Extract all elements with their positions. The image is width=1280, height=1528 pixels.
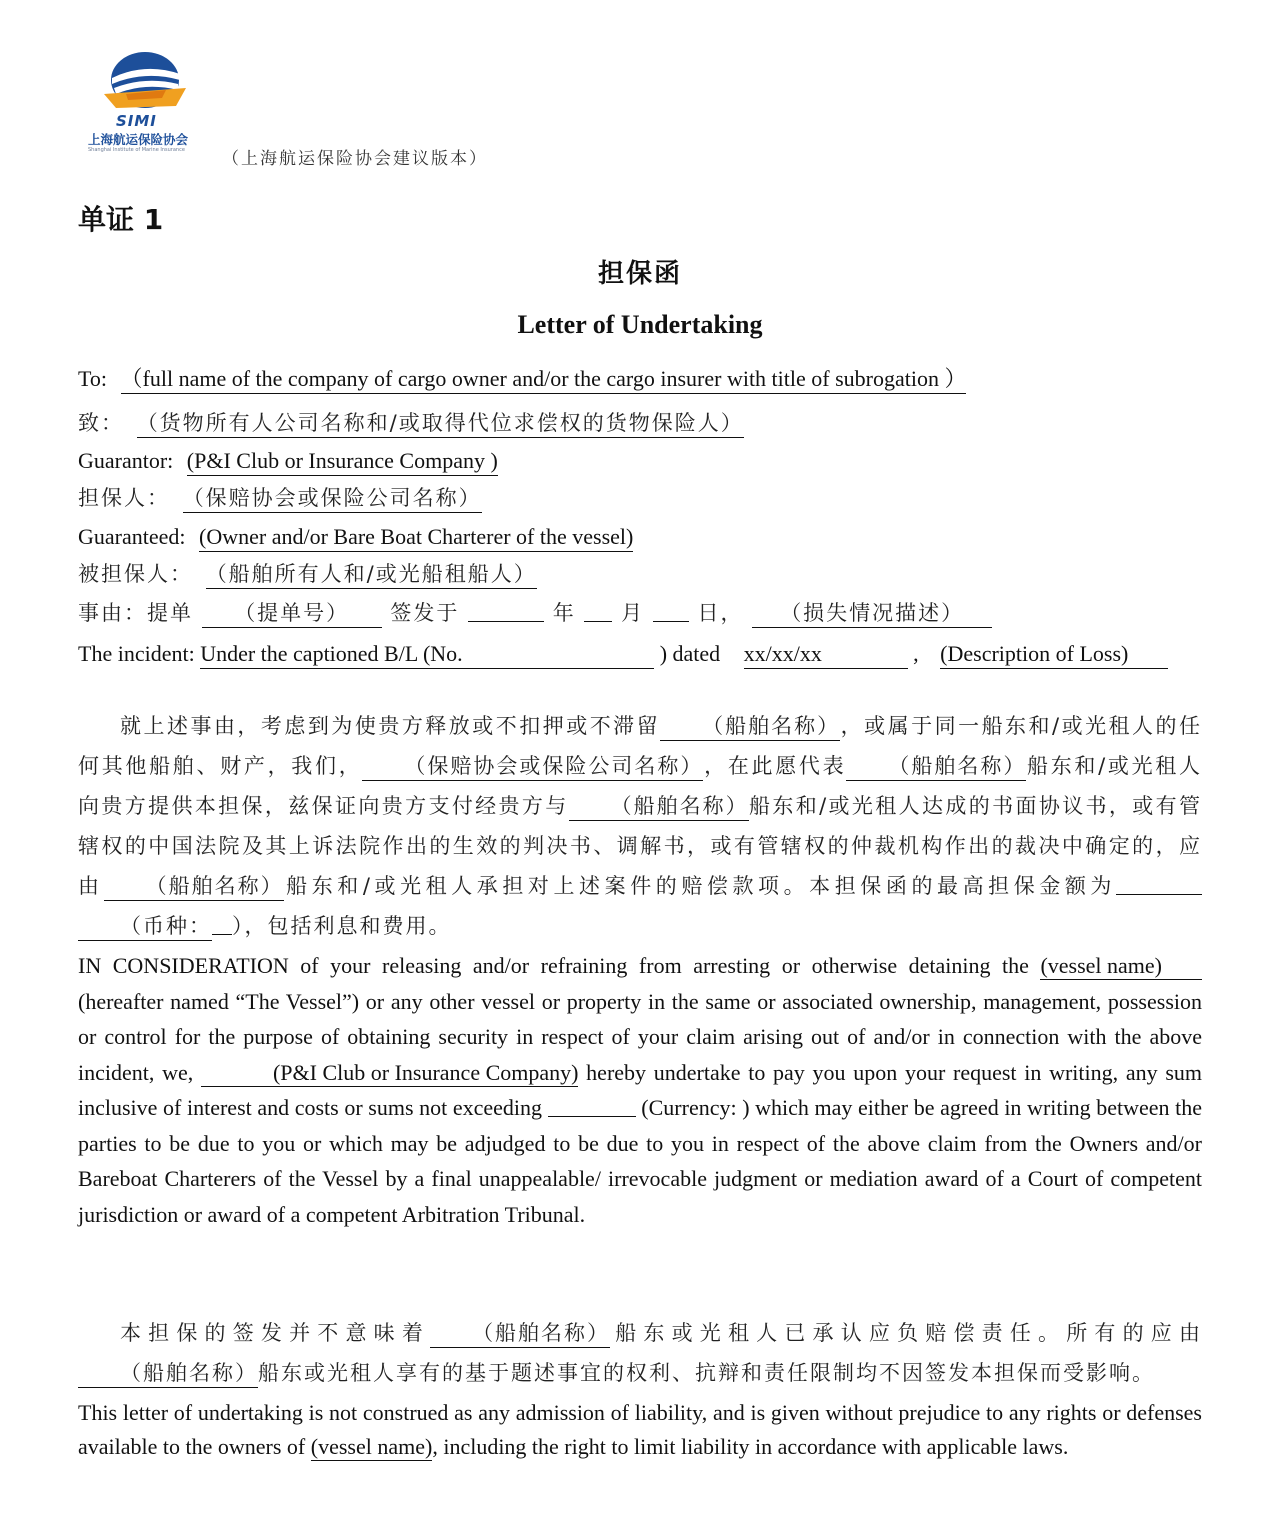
guaranteed-cn-value: （船舶所有人和/或光船租船人） [206, 561, 537, 589]
incident-cn-label: 事由：提单 [78, 601, 193, 625]
to-value: （full name of the company of cargo owner and/or the cargo insurer with title of subrogation ） [121, 366, 967, 394]
guaranteed-label: Guaranteed: [78, 524, 186, 549]
p2en-text-1: This letter of undertaking is not construed as any admission of liability, and is given without prejudice to any rights or defenses available to the owners of [78, 1400, 1202, 1459]
logo-chinese-name: 上海航运保险协会 [88, 132, 189, 147]
p1cn-text-5: 船东和/或光租人达成的书面协议书，或有管辖权的中国法院及其上诉法院作出的生效的判决书、调解书，或有管辖权的仲裁机构作出的裁决中确定的，应由 [78, 794, 1203, 898]
vessel-name-blank-6: （船舶名称） [78, 1360, 258, 1388]
vessel-name-blank-1: （船舶名称） [660, 713, 840, 741]
guarantor-cn-label: 担保人： [78, 486, 170, 510]
currency-blank-cn: （币种： [78, 913, 212, 941]
p2cn-text-3: 船东或光租人享有的基于题述事宜的权利、抗辩和责任限制均不因签发本担保而受影响。 [258, 1361, 1155, 1385]
version-note: （上海航运保险协会建议版本） [222, 149, 488, 169]
guarantor-name-blank-en: (P&I Club or Insurance Company) [201, 1061, 579, 1087]
guaranteed-line [78, 522, 633, 552]
vessel-name-blank-4: （船舶名称） [104, 873, 284, 901]
incident-cn-issued: 签发于 [390, 601, 460, 625]
incident-dated: ) dated [659, 641, 721, 666]
guarantor-value: (P&I Club or Insurance Company ) [187, 448, 498, 476]
guarantor-line [78, 446, 498, 476]
p1en-text-4: (Currency: ) which may either be agreed in writing between the parties to be due to you or which may be adjudged to be due to you in respect of the above claim from the Owners and/or Bareboat Charterers of the Vessel by a final unappealable/ irrevocable judgment or mediation award of a Court of competent jurisdiction or award of a competent Arbitration Tribunal. [78, 1095, 1203, 1227]
incident-cn-line [78, 598, 992, 628]
no-admission-paragraph-cn [78, 1313, 1202, 1393]
year-blank [468, 599, 544, 622]
vessel-name-blank-2: （船舶名称） [846, 753, 1026, 781]
incident-label: The incident: [78, 641, 195, 666]
vessel-name-blank-5: （船舶名称） [430, 1320, 610, 1348]
p1en-text-1: IN CONSIDERATION of your releasing and/or refraining from arresting or otherwise detaining the [78, 953, 1041, 978]
to-cn-value: （货物所有人公司名称和/或取得代位求偿权的货物保险人） [137, 410, 744, 438]
p1cn-text-7: ），包括利息和费用。 [232, 914, 452, 938]
p2cn-text-2: 船东或光租人已承认应负赔偿责任。所有的应由 [610, 1321, 1202, 1345]
currency-fill-cn [212, 912, 232, 935]
vessel-name-blank-en-2: (vessel name) [310, 1434, 433, 1459]
incident-cn-year: 年 [552, 601, 576, 625]
guaranteed-cn-label: 被担保人： [78, 562, 193, 586]
vessel-name-blank-3: （船舶名称） [569, 793, 749, 821]
logo-english-name: Shanghai Institute of Marine Insurance [88, 147, 185, 153]
vessel-name-blank-en: (vessel name) [1040, 954, 1202, 980]
incident-cn-bl-number: （提单号） [202, 600, 382, 628]
guarantor-cn-value: （保赔协会或保险公司名称） [183, 485, 482, 513]
guaranteed-value: (Owner and/or Bare Boat Charterer of the vessel) [199, 524, 633, 552]
logo-abbreviation: SIMI [116, 112, 157, 130]
incident-loss: (Description of Loss) [940, 641, 1168, 669]
amount-blank-cn [1116, 872, 1202, 895]
incident-cn-day: 日， [697, 601, 744, 625]
no-admission-paragraph-en [78, 1396, 1202, 1464]
to-cn-label: 致： [78, 411, 124, 435]
title-chinese: 担保函 [597, 259, 682, 289]
ship-emblem-icon [104, 50, 186, 114]
incident-comma: , [913, 641, 919, 666]
incident-cn-month: 月 [621, 601, 645, 625]
incident-line [78, 639, 1168, 669]
p1cn-text-2: ，或属于同一船东和/或光租人的任何其他船舶、财产，我们， [78, 714, 1203, 778]
guarantor-cn-line [78, 483, 482, 513]
incident-bl-number: Under the captioned B/L (No. [200, 641, 654, 669]
month-blank [584, 599, 612, 622]
p1cn-text-1: 就上述事由，考虑到为使贵方释放或不扣押或不滞留 [120, 714, 661, 738]
p1en-text-2: (hereafter named “The Vessel”) or any other vessel or property in the same or associated ownership, management, possession or control for the purpose of obtaining security in respect of your claim arising out of and/or in connection with the above incident, we, [78, 988, 1202, 1085]
simi-logo [86, 50, 206, 160]
incident-cn-loss: （损失情况描述） [752, 600, 992, 628]
guaranteed-cn-line [78, 559, 537, 589]
consideration-paragraph-cn [78, 706, 1202, 946]
p1cn-text-3: ，在此愿代表 [703, 754, 847, 778]
day-blank [653, 599, 689, 622]
to-label: To: [78, 366, 108, 391]
p1cn-text-4: 船东和/或光租人向贵方提供本担保，兹保证向贵方支付经贵方与 [78, 754, 1203, 818]
p2cn-text-1: 本担保的签发并不意味着 [120, 1321, 431, 1345]
to-cn-line [78, 408, 744, 438]
consideration-paragraph-en [78, 948, 1202, 1232]
p1en-text-3: hereby undertake to pay you upon your request in writing, any sum inclusive of interest and costs or sums not exceeding [78, 1059, 1203, 1120]
document-number: 单证 1 [78, 203, 164, 236]
guarantor-label: Guarantor: [78, 448, 174, 473]
title-english: Letter of Undertaking [517, 310, 763, 339]
incident-date: xx/xx/xx [744, 641, 908, 669]
p1cn-text-6: 船东和/或光租人承担对上述案件的赔偿款项。本担保函的最高担保金额为 [283, 874, 1117, 898]
amount-blank-en [548, 1094, 636, 1117]
guarantor-name-blank: （保赔协会或保险公司名称） [362, 753, 703, 781]
to-line [78, 364, 966, 394]
p2en-text-2: , including the right to limit liability in accordance with applicable laws. [432, 1434, 1069, 1459]
